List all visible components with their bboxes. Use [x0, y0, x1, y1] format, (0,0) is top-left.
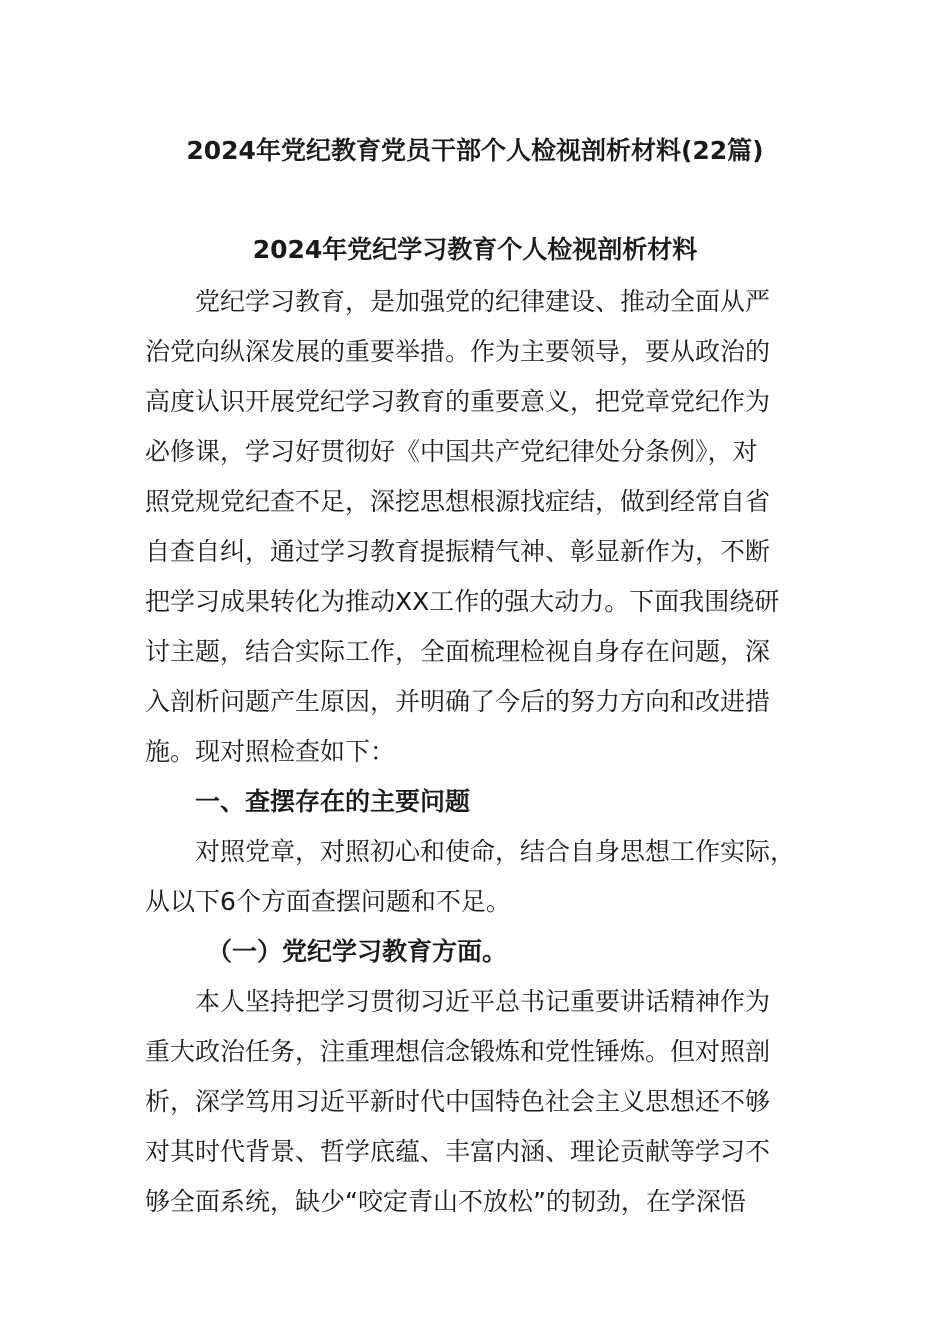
paragraph-line: 把学习成果转化为推动XX工作的强大动力。下面我围绕研 — [145, 587, 780, 616]
document-body — [145, 277, 825, 1227]
paragraph-line: 从以下6个方面查摆问题和不足。 — [145, 887, 511, 916]
paragraph-line: 施。现对照检查如下： — [145, 737, 396, 766]
paragraph-line: 对其时代背景、哲学底蕴、丰富内涵、理论贡献等学习不 — [145, 1137, 771, 1166]
paragraph-line: 够全面系统，缺少“咬定青山不放松”的韧劲，在学深悟 — [145, 1187, 746, 1216]
heading-level-1: 一、查摆存在的主要问题 — [195, 787, 471, 816]
paragraph-line: 照党规党纪查不足，深挖思想根源找症结，做到经常自省 — [145, 487, 771, 516]
paragraph-line: 自查自纠，通过学习教育提振精气神、彰显新作为，不断 — [145, 537, 771, 566]
paragraph-line: 必修课，学习好贯彻好《中国共产党纪律处分条例》，对 — [145, 437, 758, 466]
heading-level-2: （一）党纪学习教育方面。 — [207, 937, 508, 966]
document-title: 2024年党纪教育党员干部个人检视剖析材料(22篇) — [186, 136, 764, 165]
paragraph-line: 重大政治任务，注重理想信念锻炼和党性锤炼。但对照剖 — [145, 1037, 771, 1066]
section-title: 2024年党纪学习教育个人检视剖析材料 — [252, 235, 698, 264]
paragraph-line: 高度认识开展党纪学习教育的重要意义，把党章党纪作为 — [145, 387, 771, 416]
paragraph-line: 治党向纵深发展的重要举措。作为主要领导，要从政治的 — [145, 337, 771, 366]
paragraph-line: 讨主题，结合实际工作，全面梳理检视自身存在问题，深 — [145, 637, 771, 666]
paragraph-line: 本人坚持把学习贯彻习近平总书记重要讲话精神作为 — [195, 987, 771, 1016]
paragraph-line: 入剖析问题产生原因，并明确了今后的努力方向和改进措 — [145, 687, 771, 716]
paragraph-line: 党纪学习教育，是加强党的纪律建设、推动全面从严 — [195, 287, 771, 316]
paragraph-line: 析，深学笃用习近平新时代中国特色社会主义思想还不够 — [145, 1087, 771, 1116]
paragraph-line: 对照党章，对照初心和使命，结合自身思想工作实际， — [195, 837, 796, 866]
